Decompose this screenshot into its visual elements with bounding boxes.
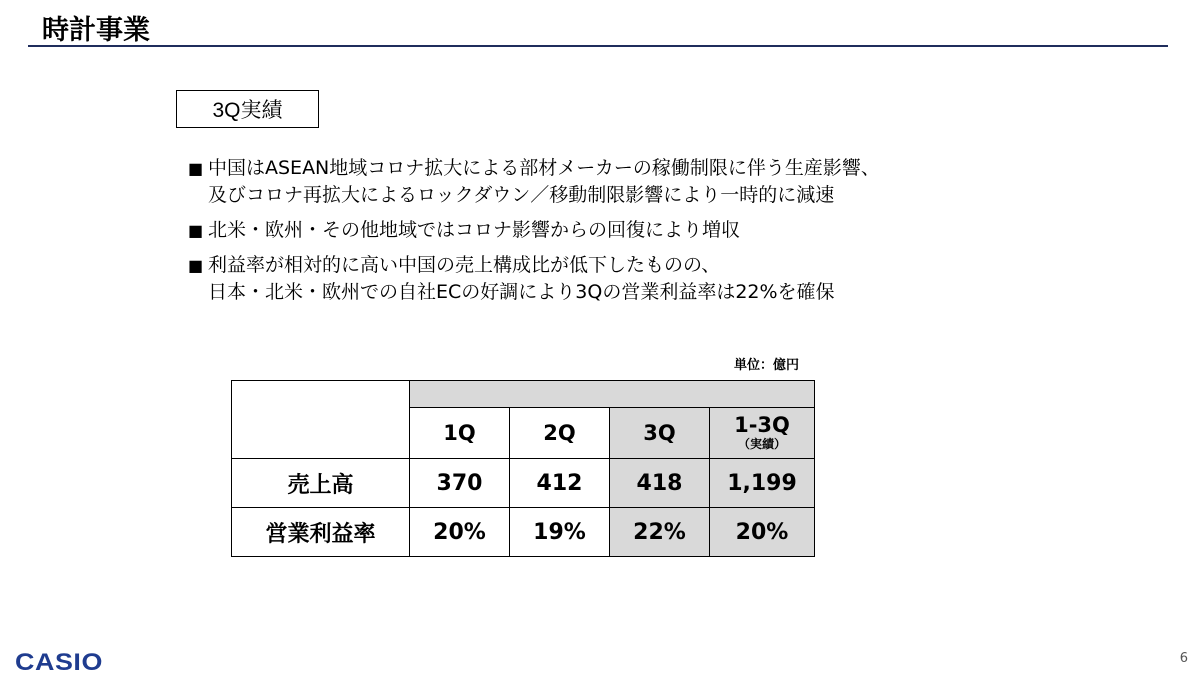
bullet-text: 利益率が相対的に高い中国の売上構成比が低下したものの、 日本・北米・欧州での自社ECの好調により3Qの営業利益率は22%を確保 <box>208 254 835 303</box>
table-corner-cell <box>232 381 410 459</box>
table-header-band <box>410 381 815 408</box>
bullet-item <box>188 252 1148 306</box>
cell-margin-3q: 22% <box>610 508 710 557</box>
bullet-item <box>188 217 1148 244</box>
cell-sales-2q: 412 <box>510 459 610 508</box>
casio-logo: CASIO <box>15 649 103 676</box>
bullet-item <box>188 155 1148 209</box>
col-header-2q: 2Q <box>510 408 610 459</box>
cell-margin-1-3q: 20% <box>710 508 815 557</box>
page-number: 6 <box>1179 651 1188 666</box>
cell-sales-1q: 370 <box>410 459 510 508</box>
col-header-1-3q-note: （実績） <box>737 437 786 451</box>
page-title: 時計事業 <box>42 15 150 46</box>
bullet-square-icon: ■ <box>188 221 204 240</box>
cell-sales-3q: 418 <box>610 459 710 508</box>
bullet-square-icon: ■ <box>188 256 204 275</box>
unit-label: 単位：億円 <box>734 358 800 373</box>
cell-sales-1-3q: 1,199 <box>710 459 815 508</box>
col-header-3q: 3Q <box>610 408 710 459</box>
table-row <box>232 508 815 557</box>
col-header-1-3q-label: 1-3Q <box>734 413 790 437</box>
section-label-box: 3Q実績 <box>176 90 319 128</box>
table-row <box>232 459 815 508</box>
cell-margin-2q: 19% <box>510 508 610 557</box>
bullet-list <box>188 155 1148 314</box>
col-header-1q: 1Q <box>410 408 510 459</box>
results-table <box>231 380 815 557</box>
row-label-sales: 売上高 <box>232 459 410 508</box>
title-divider <box>28 45 1168 47</box>
bullet-text: 中国はASEAN地域コロナ拡大による部材メーカーの稼働制限に伴う生産影響、 及びコロナ再拡大によるロックダウン／移動制限影響により一時的に減速 <box>208 157 880 206</box>
bullet-square-icon: ■ <box>188 159 204 178</box>
bullet-text: 北米・欧州・その他地域ではコロナ影響からの回復により増収 <box>208 219 741 241</box>
col-header-1-3q <box>710 408 815 459</box>
cell-margin-1q: 20% <box>410 508 510 557</box>
row-label-operating-margin: 営業利益率 <box>232 508 410 557</box>
